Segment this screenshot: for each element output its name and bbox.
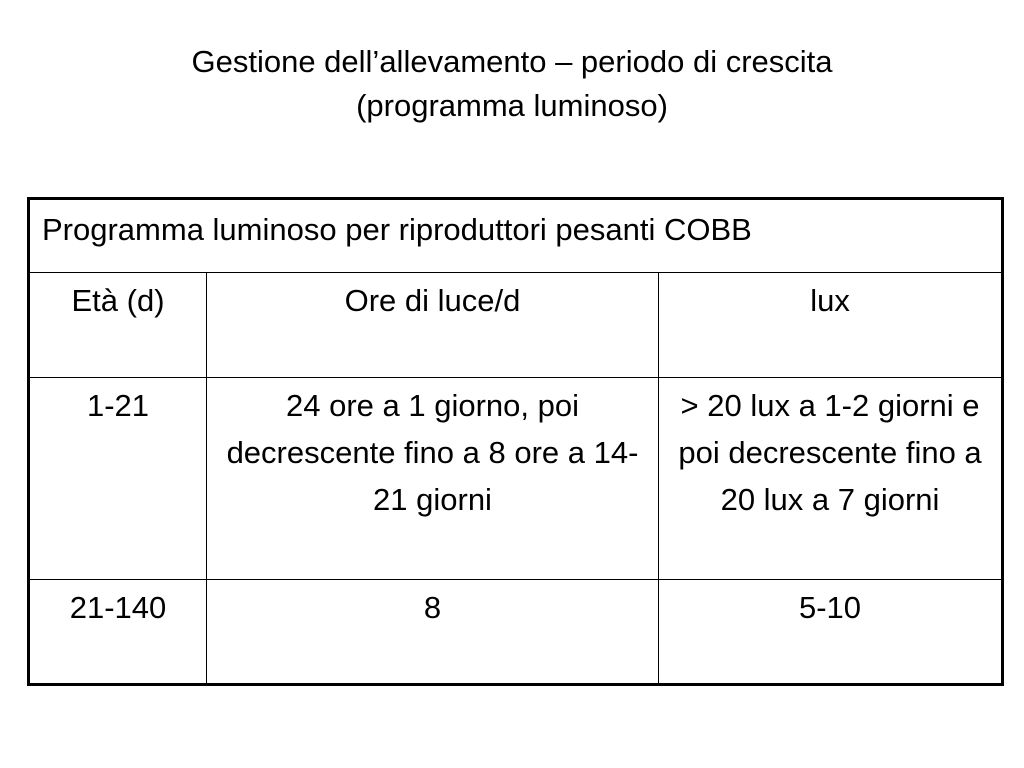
header-age: Età (d) [29, 273, 207, 378]
table-caption: Programma luminoso per riproduttori pesanti COBB [29, 199, 1003, 273]
table-caption-row [29, 199, 1003, 273]
table-row [29, 378, 1003, 580]
cell-age: 21-140 [29, 580, 207, 685]
cell-age: 1-21 [29, 378, 207, 580]
slide-title [0, 40, 1024, 128]
header-light-hours: Ore di luce/d [207, 273, 659, 378]
cell-lux: > 20 lux a 1-2 giorni e poi decrescente fino a 20 lux a 7 giorni [659, 378, 1003, 580]
slide-title-line-1: Gestione dell’allevamento – periodo di crescita [191, 44, 833, 79]
cell-light-hours: 24 ore a 1 giorno, poi decrescente fino a 8 ore a 14-21 giorni [207, 378, 659, 580]
header-lux: lux [659, 273, 1003, 378]
table-row [29, 580, 1003, 685]
table-header-row [29, 273, 1003, 378]
cell-lux: 5-10 [659, 580, 1003, 685]
cell-light-hours: 8 [207, 580, 659, 685]
lighting-program-table [27, 197, 1004, 686]
slide-title-line-2: (programma luminoso) [356, 88, 668, 123]
